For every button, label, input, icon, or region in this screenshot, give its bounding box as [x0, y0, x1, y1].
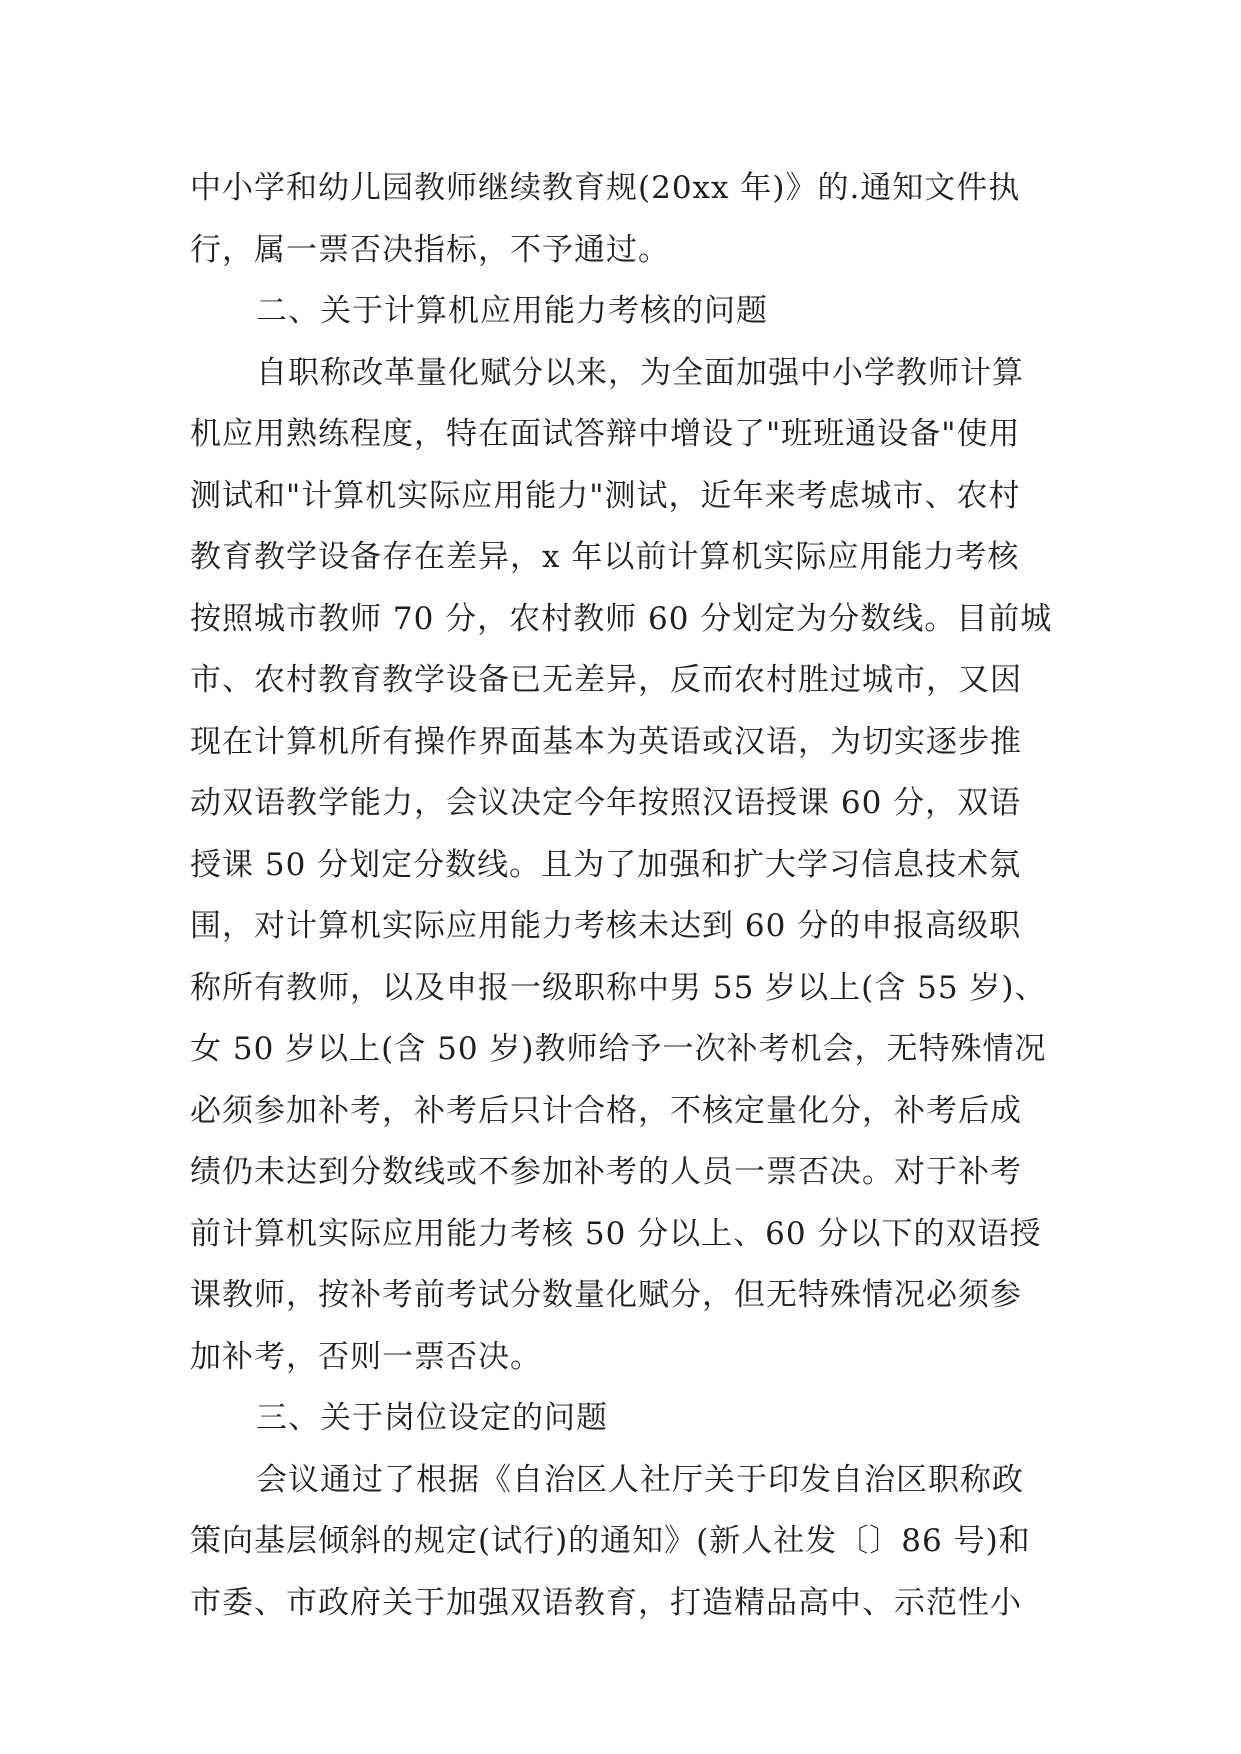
text-line: 按照城市教师 70 分，农村教师 60 分划定为分数线。目前城: [190, 600, 1053, 637]
text-line: 机应用熟练程度，特在面试答辩中增设了"班班通设备"使用: [190, 416, 1021, 452]
text-line: 绩仍未达到分数线或不参加补考的人员一票否决。对于补考: [190, 1154, 1022, 1190]
section-heading: 二、关于计算机应用能力考核的问题: [256, 293, 768, 329]
text-line: 测试和"计算机实际应用能力"测试，近年来考虑城市、农村: [190, 477, 1021, 514]
text-line: 行，属一票否决指标，不予通过。: [190, 231, 670, 268]
text-line: 课教师，按补考前考试分数量化赋分，但无特殊情况必须参: [190, 1277, 1022, 1313]
text-line: 中小学和幼儿园教师继续教育规(20xx 年)》的.通知文件执: [190, 170, 1021, 206]
text-line: 自职称改革量化赋分以来，为全面加强中小学教师计算: [256, 354, 1024, 391]
text-line: 加补考，否则一票否决。: [190, 1338, 542, 1375]
text-line: 必须参加补考，补考后只计合格，不核定量化分，补考后成: [190, 1092, 1022, 1129]
text-line: 围，对计算机实际应用能力考核未达到 60 分的申报高级职: [190, 908, 1022, 944]
document-body: [190, 158, 1070, 1634]
text-line: 现在计算机所有操作界面基本为英语或汉语，为切实逐步推: [190, 723, 1022, 760]
text-line: 市委、市政府关于加强双语教育，打造精品高中、示范性小: [190, 1584, 1022, 1621]
text-line: 前计算机实际应用能力考核 50 分以上、60 分以下的双语授: [190, 1215, 1042, 1252]
text-line: 市、农村教育教学设备已无差异，反而农村胜过城市，又因: [190, 662, 1022, 698]
text-line: 女 50 岁以上(含 50 岁)教师给予一次补考机会，无特殊情况: [190, 1031, 1047, 1067]
text-line: 教育教学设备存在差异，x 年以前计算机实际应用能力考核: [190, 539, 1020, 575]
text-line: 动双语教学能力，会议决定今年按照汉语授课 60 分，双语: [190, 785, 1022, 821]
text-line: 称所有教师，以及申报一级职称中男 55 岁以上(含 55 岁)、: [190, 969, 1047, 1006]
text-line: 授课 50 分划定分数线。且为了加强和扩大学习信息技术氛: [190, 846, 1022, 883]
section-heading: 三、关于岗位设定的问题: [256, 1400, 608, 1436]
text-line: 会议通过了根据《自治区人社厅关于印发自治区职称政: [256, 1461, 1024, 1498]
text-line: 策向基层倾斜的规定(试行)的通知》(新人社发〔〕86 号)和: [190, 1523, 1031, 1559]
